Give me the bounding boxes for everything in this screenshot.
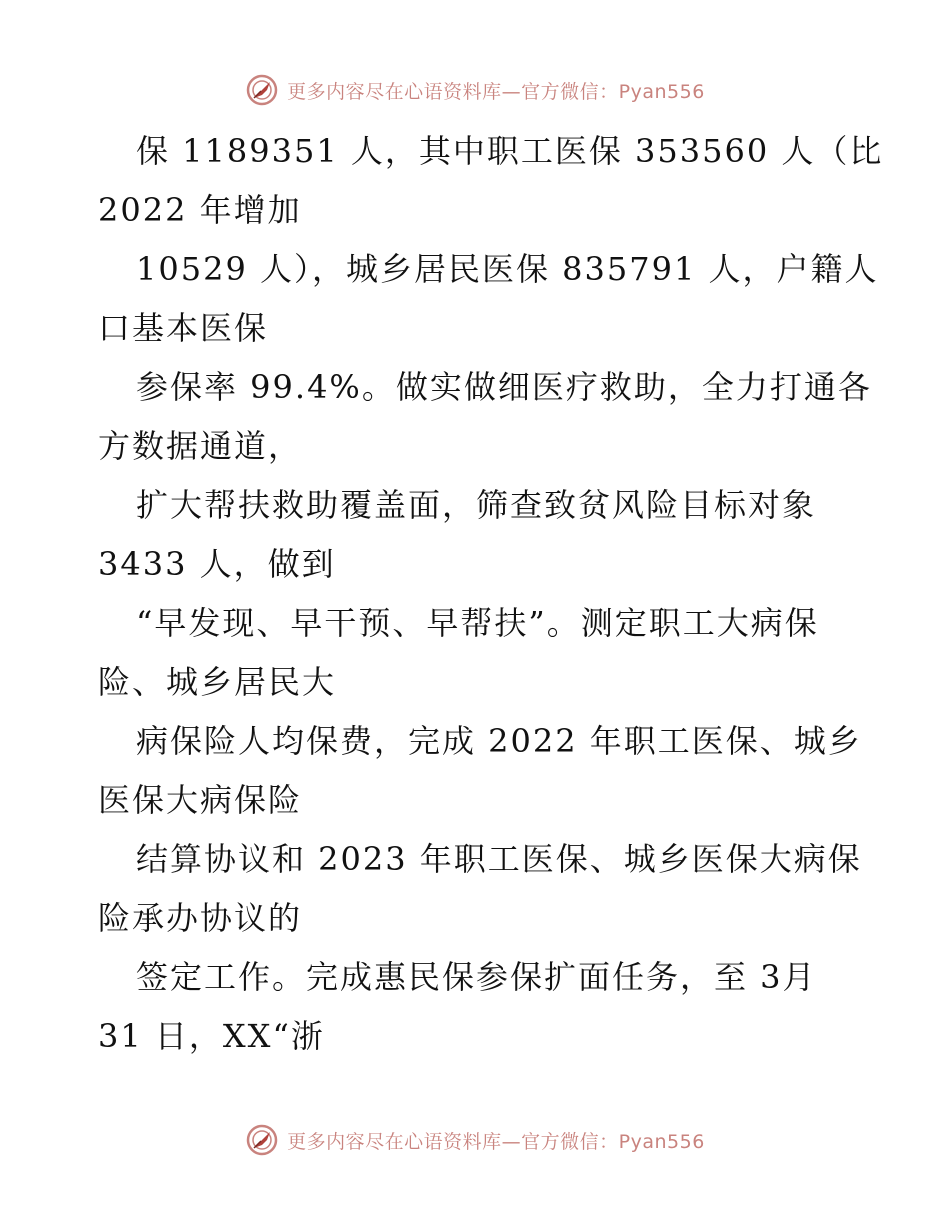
- text-line: 2022 年增加: [98, 191, 302, 229]
- text-line: 扩大帮扶救助覆盖面，筛查致贫风险目标对象: [136, 486, 817, 524]
- text-line: 31 日，XX“浙: [98, 1017, 325, 1055]
- text-line: 结算协议和 2023 年职工医保、城乡医保大病保: [136, 840, 862, 878]
- text-line: 险、城乡居民大: [98, 663, 337, 701]
- watermark-header: [0, 70, 950, 110]
- text-line: 签定工作。完成惠民保参保扩面任务，至 3月: [136, 958, 817, 996]
- watermark-text: 更多内容尽在心语资料库—官方微信：Pyan556: [287, 1130, 705, 1153]
- text-line: 保 1189351 人，其中职工医保 353560 人（比: [136, 132, 884, 170]
- text-line: 方数据通道，: [98, 427, 303, 465]
- text-line: 病保险人均保费，完成 2022 年职工医保、城乡: [136, 722, 862, 760]
- text-line: 10529 人），城乡居民医保 835791 人，户籍人: [136, 250, 879, 288]
- text-line: 3433 人，做到: [98, 545, 336, 583]
- feather-pen-logo-icon: [245, 73, 279, 107]
- text-line: 医保大病保险: [98, 781, 303, 819]
- feather-pen-logo-icon: [245, 1123, 279, 1157]
- text-line: 口基本医保: [98, 309, 269, 347]
- text-line: 险承办协议的: [98, 899, 303, 937]
- document-body: [98, 122, 884, 1066]
- watermark-footer: [0, 1120, 950, 1160]
- watermark-text: 更多内容尽在心语资料库—官方微信：Pyan556: [287, 80, 705, 103]
- text-line: 参保率 99.4%。做实做细医疗救助，全力打通各: [136, 368, 872, 406]
- text-line: “早发现、早干预、早帮扶”。测定职工大病保: [136, 604, 819, 642]
